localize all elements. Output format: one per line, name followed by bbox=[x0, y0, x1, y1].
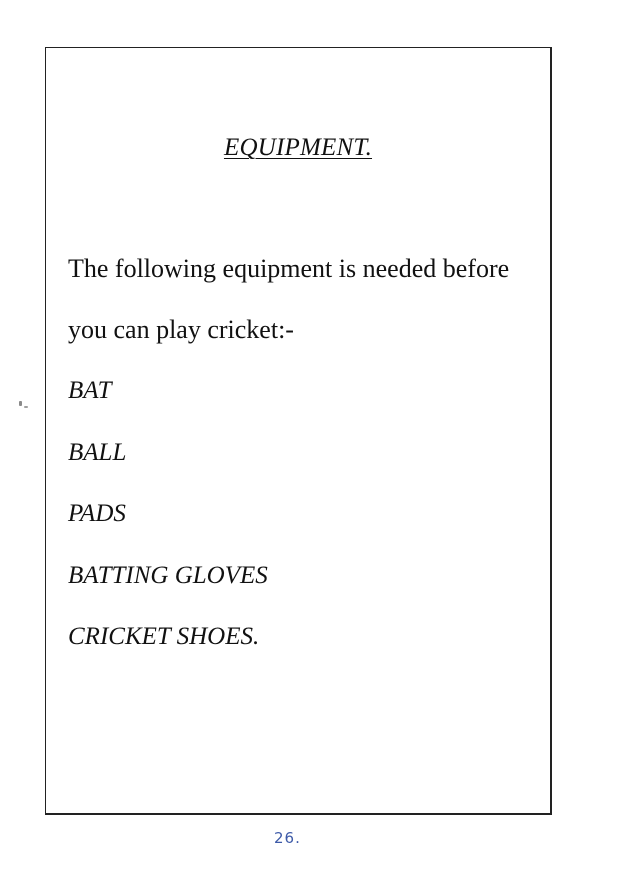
equipment-list bbox=[68, 376, 268, 684]
page-frame bbox=[45, 47, 552, 815]
intro-line-1: The following equipment is needed before bbox=[68, 254, 510, 283]
scan-speck bbox=[19, 401, 22, 406]
list-item: CRICKET SHOES. bbox=[68, 623, 260, 650]
list-item: PADS bbox=[68, 500, 126, 527]
list-item: BALL bbox=[68, 438, 127, 466]
page-title: EQUIPMENT. bbox=[223, 134, 373, 161]
scan-speck bbox=[24, 406, 28, 408]
intro-line-2: you can play cricket:- bbox=[68, 315, 294, 344]
list-item: BATTING GLOVES bbox=[68, 561, 268, 589]
page-number: 26. bbox=[274, 829, 301, 847]
list-item: BAT bbox=[68, 377, 112, 404]
